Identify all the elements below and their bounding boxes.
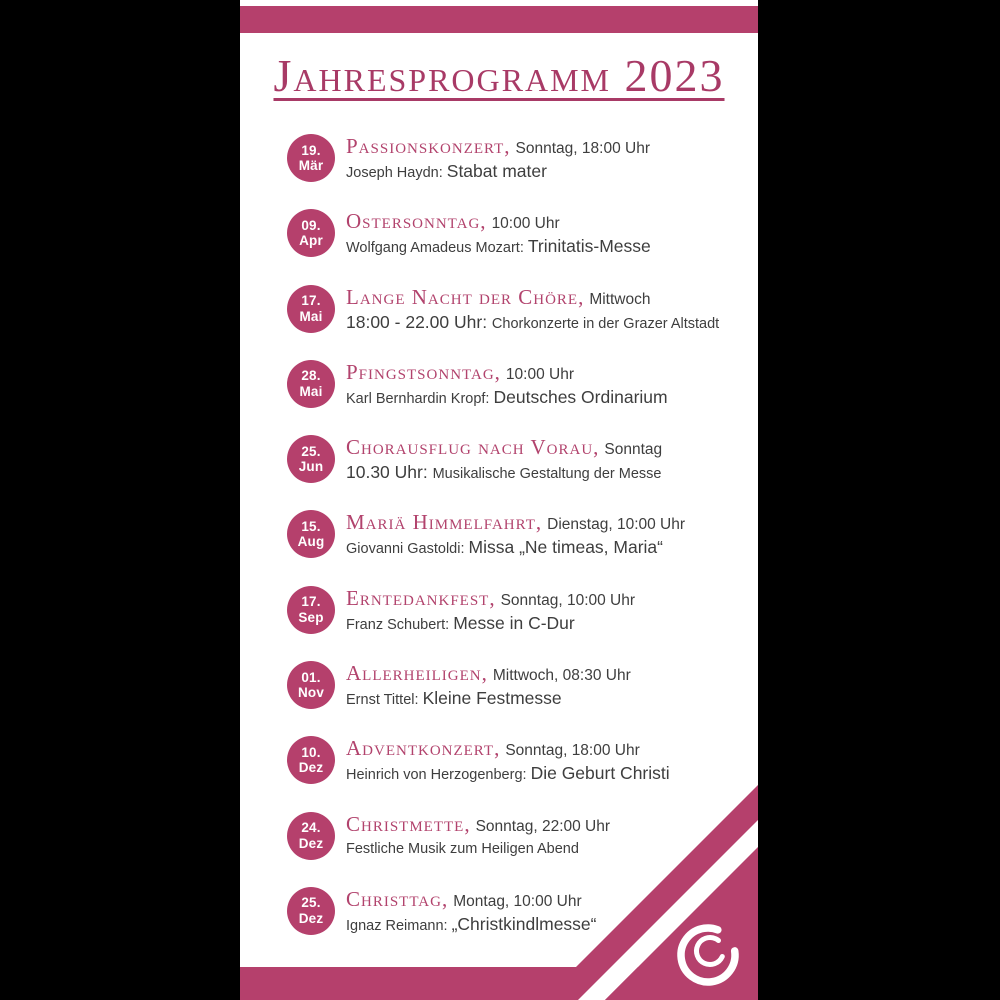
event-name: Chorausflug nach Vorau, (346, 435, 600, 460)
event-description-segment: Ernst Tittel: (346, 692, 423, 709)
event-day: 10. (301, 744, 321, 760)
event-description-segment: Joseph Haydn: (346, 165, 447, 181)
event-month: Dez (298, 835, 324, 851)
event-description (346, 311, 719, 335)
event-month: Aug (297, 534, 325, 550)
event-title-line (346, 587, 635, 612)
event-meta: Sonntag, 22:00 Uhr (475, 817, 611, 835)
event-text (346, 209, 651, 259)
event-description-segment: Ignaz Reimann: (346, 917, 452, 934)
event-date-badge (287, 435, 335, 483)
event-description-segment: 10.30 Uhr: (346, 462, 433, 483)
event-row (287, 134, 753, 182)
event-date-badge (287, 510, 335, 558)
event-meta: Mittwoch, 08:30 Uhr (492, 667, 631, 685)
event-title-line (346, 511, 685, 536)
event-date-badge (287, 134, 335, 182)
event-month: Mai (299, 308, 323, 324)
event-description (346, 536, 685, 560)
event-description (346, 612, 635, 636)
event-title-line (346, 135, 650, 160)
bottom-decoration (240, 760, 758, 1000)
event-row (287, 661, 753, 709)
event-description-segment: 18:00 - 22.00 Uhr: (346, 311, 492, 332)
event-text (346, 435, 662, 485)
event-day: 17. (301, 594, 321, 610)
event-row (287, 586, 753, 634)
event-description-segment: Stabat mater (446, 161, 547, 181)
event-text (346, 661, 631, 711)
event-description-segment: Karl Bernhardin Kropf: (346, 390, 494, 407)
event-name: Ostersonntag, (346, 209, 487, 234)
flyer-card (240, 0, 758, 1000)
event-description (346, 461, 662, 485)
event-description (346, 386, 668, 410)
event-name: Christtag, (346, 886, 449, 911)
event-month: Mär (298, 158, 324, 173)
event-day: 25. (301, 895, 321, 911)
event-description-segment: Festliche Musik zum Heiligen Abend (346, 840, 579, 857)
event-text (346, 510, 685, 560)
event-description-segment: Musikalische Gestaltung der Messe (432, 466, 662, 483)
event-description-segment: Deutsches Ordinarium (493, 386, 668, 407)
event-description (346, 235, 651, 259)
event-day: 24. (301, 820, 321, 836)
event-name: Passionskonzert, (346, 134, 511, 158)
event-description-segment: Trinitatis-Messe (527, 236, 651, 257)
event-description-segment: Die Geburt Christi (530, 763, 670, 784)
event-title-line (346, 286, 719, 311)
event-description-segment: Chorkonzerte in der Grazer Altstadt (491, 315, 720, 332)
event-day: 28. (301, 368, 321, 384)
event-title-line (346, 436, 662, 461)
page-title: Jahresprogramm 2023 (273, 50, 725, 101)
event-description-segment: Giovanni Gastoldi: (346, 541, 469, 558)
event-description-segment: „Christkindlmesse“ (451, 913, 597, 934)
event-month: Nov (297, 685, 325, 701)
event-name: Erntedankfest, (346, 585, 496, 610)
event-text (346, 285, 719, 335)
event-date-badge (287, 586, 335, 634)
event-description-segment: Heinrich von Herzogenberg: (346, 767, 531, 784)
event-description-segment: Kleine Festmesse (422, 688, 562, 709)
event-meta: 10:00 Uhr (505, 365, 574, 383)
event-description-segment: Wolfgang Amadeus Mozart: (346, 240, 528, 257)
event-month: Mai (299, 383, 323, 399)
event-month: Sep (298, 609, 324, 625)
event-name: Pfingstsonntag, (346, 359, 501, 384)
event-name: Lange Nacht der Chöre, (346, 284, 585, 309)
event-text (346, 586, 635, 636)
title-area (240, 52, 758, 100)
event-description (346, 687, 631, 711)
event-day: 01. (301, 669, 321, 685)
event-date-badge (287, 285, 335, 333)
event-row (287, 285, 753, 333)
event-description-segment: Messe in C-Dur (453, 612, 575, 633)
event-title-line (346, 361, 668, 386)
event-text (346, 134, 650, 184)
event-meta: Montag, 10:00 Uhr (453, 892, 582, 910)
event-row (287, 209, 753, 257)
event-description-segment: Missa „Ne timeas, Maria“ (468, 537, 663, 558)
event-day: 15. (301, 518, 321, 534)
event-meta: Dienstag, 10:00 Uhr (547, 516, 686, 534)
event-name: Mariä Himmelfahrt, (346, 510, 543, 535)
event-description-segment: Franz Schubert: (346, 616, 454, 633)
event-row (287, 510, 753, 558)
event-name: Christmette, (346, 811, 471, 836)
event-month: Dez (298, 910, 324, 926)
event-month: Jun (298, 459, 324, 475)
event-day: 19. (301, 142, 321, 158)
event-meta: 10:00 Uhr (491, 215, 560, 233)
event-day: 09. (301, 217, 321, 233)
event-day: 17. (301, 293, 321, 309)
header-bar (240, 6, 758, 33)
event-title-line (346, 662, 631, 687)
event-date-badge (287, 360, 335, 408)
event-meta: Sonntag (604, 441, 663, 459)
event-title-line (346, 737, 670, 762)
event-name: Allerheiligen, (346, 661, 488, 686)
event-description (346, 160, 650, 184)
event-meta: Sonntag, 18:00 Uhr (505, 742, 640, 760)
event-row (287, 435, 753, 483)
event-meta: Sonntag, 18:00 Uhr (515, 140, 650, 157)
event-text (346, 360, 668, 410)
event-date-badge (287, 209, 335, 257)
event-row (287, 360, 753, 408)
event-name: Adventkonzert, (346, 736, 501, 761)
event-meta: Sonntag, 10:00 Uhr (500, 591, 636, 609)
event-month: Apr (299, 233, 323, 249)
event-title-line (346, 210, 651, 235)
event-month: Dez (298, 760, 324, 776)
event-date-badge (287, 661, 335, 709)
event-day: 25. (301, 443, 321, 459)
event-meta: Mittwoch (589, 290, 651, 308)
